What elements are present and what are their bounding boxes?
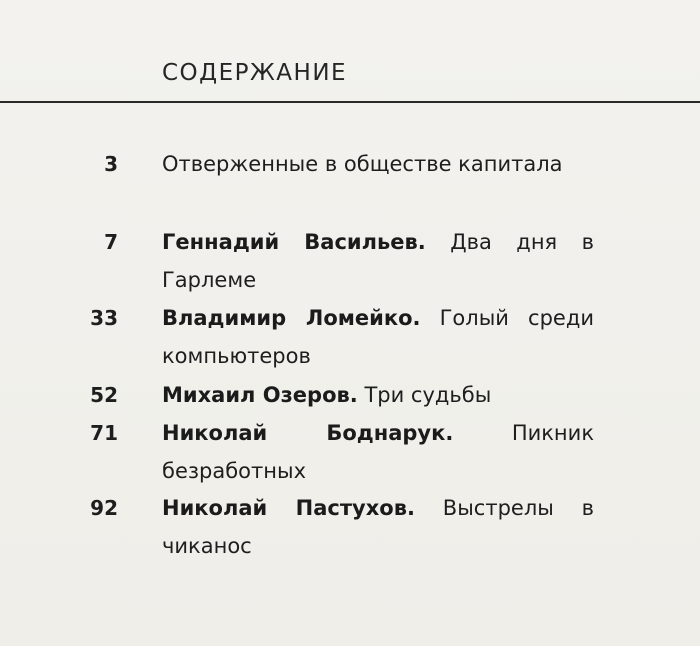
toc-author: Николай Боднарук. xyxy=(162,421,454,445)
toc-entry-text xyxy=(162,299,594,375)
toc-page-number: 3 xyxy=(104,152,118,176)
toc-entry-text xyxy=(162,414,594,490)
toc-title: Два дня в Гарлеме xyxy=(162,230,594,292)
toc-page-number: 7 xyxy=(104,230,118,254)
toc-page-number: 92 xyxy=(90,496,118,520)
toc-title: Пикник безработных xyxy=(162,421,594,483)
toc-entry-text xyxy=(162,145,594,183)
toc-author: Николай Пастухов. xyxy=(162,496,415,520)
toc-page-number: 52 xyxy=(90,383,118,407)
toc-author: Геннадий Васильев. xyxy=(162,230,426,254)
toc-title: Выстрелы в чиканос xyxy=(162,496,594,558)
toc-author: Владимир Ломейко. xyxy=(162,306,421,330)
contents-heading: СОДЕРЖАНИЕ xyxy=(162,60,348,86)
toc-title: Голый среди компьютеров xyxy=(162,306,594,368)
toc-page-number: 71 xyxy=(90,421,118,445)
toc-entry-text xyxy=(162,376,594,414)
toc-page-number: 33 xyxy=(90,306,118,330)
toc-title: Отверженные в обществе капитала xyxy=(162,152,563,176)
heading-divider xyxy=(0,101,700,103)
toc-entry-text xyxy=(162,489,594,565)
toc-title: Три судьбы xyxy=(364,383,492,407)
toc-entry-text xyxy=(162,223,594,299)
toc-author: Михаил Озеров. xyxy=(162,383,358,407)
